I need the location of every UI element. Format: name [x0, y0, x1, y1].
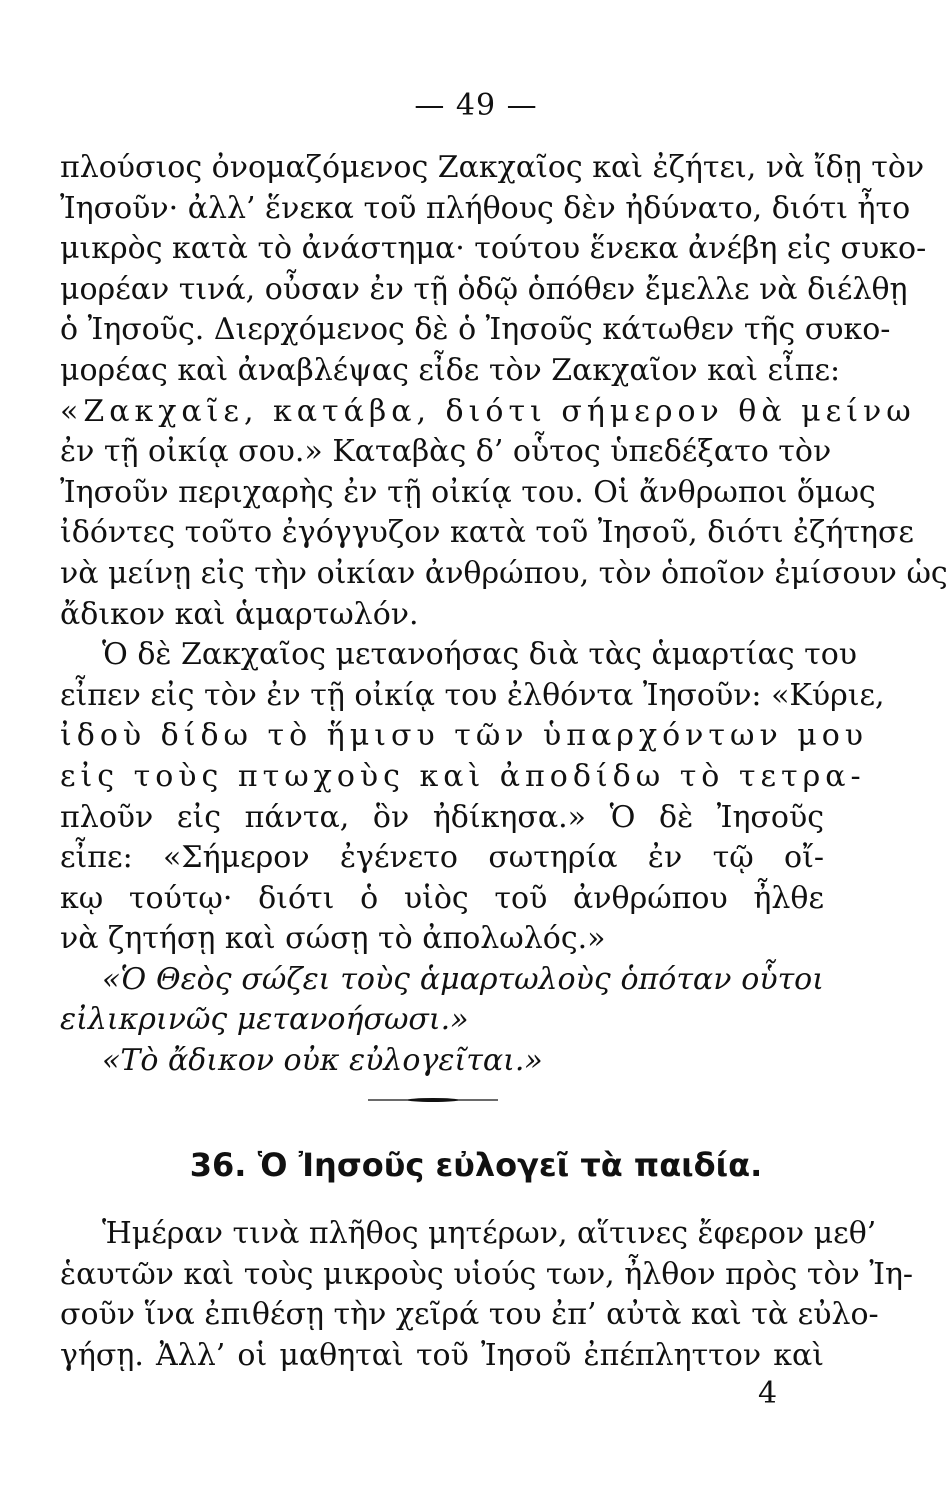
- text-line: ἑαυτῶν καὶ τοὺς μικροὺς υἱούς των, ἦλθον πρὸς τὸν Ἰη-: [60, 1256, 914, 1292]
- text-line: Ἡμέραν τινὰ πλῆθος μητέρων, αἵτινες ἔφερον μεθ’: [102, 1216, 877, 1251]
- moral-line: «Ὁ Θεὸς σώζει τοὺς ἁμαρτωλοὺς ὁπόταν οὗτοι: [102, 961, 824, 997]
- moral-line: εἰλικρινῶς μετανοήσωσι.»: [60, 1002, 469, 1038]
- text-line: εἶπεν εἰς τὸν ἐν τῇ οἰκίᾳ του ἐλθόντα Ἰησοῦν: «Κύριε,: [60, 677, 885, 713]
- signature-mark: 4: [758, 1376, 778, 1411]
- text-line: μορέαν τινά, οὖσαν ἐν τῇ ὁδῷ ὁπόθεν ἔμελλε νὰ διέλθῃ: [60, 271, 908, 307]
- text-line: εἶπε: «Σήμερον ἐγένετο σωτηρία ἐν τῷ οἴ-: [60, 840, 824, 876]
- text-line: ἰδόντες τοῦτο ἐγόγγυζον κατὰ τοῦ Ἰησοῦ, διότι ἐζήτησε: [60, 515, 914, 551]
- text-line: μορέας καὶ ἀναβλέψας εἶδε τὸν Ζακχαῖον καὶ εἶπε:: [60, 352, 841, 388]
- text-line: πλούσιος ὀνομαζόμενος Ζακχαῖος καὶ ἐζήτει, νὰ ἴδῃ τὸν: [60, 150, 925, 185]
- text-line: ἰδοὺ δίδω τὸ ἥμισυ τῶν ὑπαρχόντων μου: [60, 718, 869, 754]
- section-paragraph: [60, 1214, 914, 1376]
- text-line: μικρὸς κατὰ τὸ ἀνάστημα· τούτου ἕνεκα ἀνέβη εἰς συκο-: [60, 231, 927, 267]
- text-line: Ἰησοῦν περιχαρὴς ἐν τῇ οἰκίᾳ του. Οἱ ἄνθρωποι ὅμως: [60, 474, 876, 510]
- main-paragraph: [60, 148, 948, 1082]
- text-line: «Ζακχαῖε, κατάβα, διότι σήμερον θὰ μείνω: [60, 393, 916, 429]
- text-line: πλοῦν εἰς πάντα, ὃν ἠδίκησα.» Ὁ δὲ Ἰησοῦς: [60, 799, 824, 835]
- section-heading: 36. Ὁ Ἰησοῦς εὐλογεῖ τὰ παιδία.: [189, 1146, 763, 1184]
- text-line: Ὁ δὲ Ζακχαῖος μετανοήσας διὰ τὰς ἁμαρτίας του: [102, 637, 858, 673]
- text-line: ὁ Ἰησοῦς. Διερχόμενος δὲ ὁ Ἰησοῦς κάτωθεν τῆς συκο-: [60, 312, 891, 348]
- text-line: νὰ μείνῃ εἰς τὴν οἰκίαν ἀνθρώπου, τὸν ὁποῖον ἐμίσουν ὡς: [60, 555, 948, 591]
- text-line: σοῦν ἵνα ἐπιθέσῃ τὴν χεῖρά του ἐπ’ αὐτὰ καὶ τὰ εὐλο-: [60, 1297, 879, 1333]
- text-line: γήσῃ. Ἀλλ’ οἱ μαθηταὶ τοῦ Ἰησοῦ ἐπέπληττον καὶ: [60, 1337, 824, 1373]
- text-line: ἄδικον καὶ ἁμαρτωλόν.: [60, 596, 419, 632]
- ornamental-divider: [368, 1098, 498, 1102]
- text-line: ἐν τῇ οἰκίᾳ σου.» Καταβὰς δ’ οὗτος ὑπεδέξατο τὸν: [60, 434, 832, 470]
- proverb-line: «Τὸ ἄδικον οὐκ εὐλογεῖται.»: [102, 1043, 543, 1079]
- page-number: — 49 —: [414, 88, 538, 123]
- text-line: κῳ τούτῳ· διότι ὁ υἱὸς τοῦ ἀνθρώπου ἦλθε: [60, 880, 824, 916]
- text-line: Ἰησοῦν· ἀλλ’ ἕνεκα τοῦ πλήθους δὲν ἠδύνατο, διότι ἦτο: [60, 190, 911, 226]
- text-line: εἰς τοὺς πτωχοὺς καὶ ἀποδίδω τὸ τετρα-: [60, 758, 866, 794]
- text-line: νὰ ζητήσῃ καὶ σώσῃ τὸ ἀπολωλός.»: [60, 921, 606, 957]
